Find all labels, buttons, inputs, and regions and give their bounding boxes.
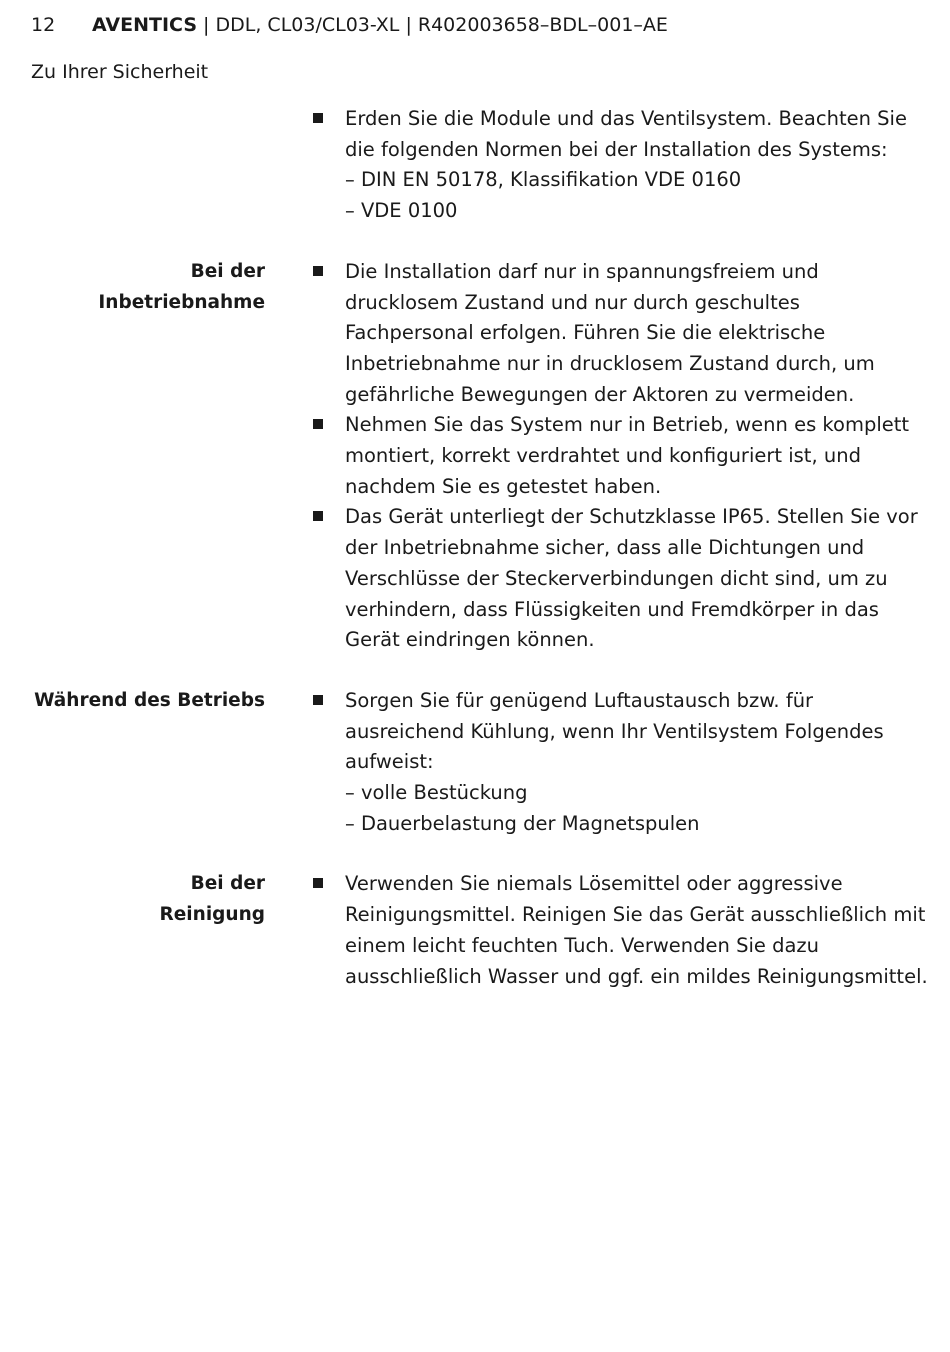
bullet-text-line: einem leicht feuchten Tuch. Verwenden Sie dazu xyxy=(345,933,819,957)
page-number: 12 xyxy=(31,14,56,36)
bullet-text-line: Sorgen Sie für genügend Luftaustausch bzw. für xyxy=(345,688,814,712)
bullet-list xyxy=(313,257,950,656)
bullet-text-line: montiert, korrekt verdrahtet und konfiguriert ist, und xyxy=(345,444,861,468)
bullet-text-line: Reinigungsmittel. Reinigen Sie das Gerät ausschließlich mit xyxy=(345,903,926,927)
side-heading-line: Bei der xyxy=(190,873,265,895)
bullet-text-line: Verschlüsse der Steckerverbindungen dicht sind, um zu xyxy=(345,566,888,590)
brand-name: AVENTICS xyxy=(92,14,198,36)
side-heading xyxy=(25,869,265,930)
bullet-text-line: – VDE 0100 xyxy=(345,199,458,223)
header-separator: | xyxy=(197,14,216,36)
square-bullet-icon xyxy=(313,878,323,888)
bullet-text-line: – Dauerbelastung der Magnetspulen xyxy=(345,811,700,835)
side-heading xyxy=(25,257,265,318)
bullet-text-line: die folgenden Normen bei der Installation des Systems: xyxy=(345,137,888,161)
bullet-text-line: gefährliche Bewegungen der Aktoren zu vermeiden. xyxy=(345,382,855,406)
square-bullet-icon xyxy=(313,266,323,276)
bullet-item xyxy=(313,686,950,840)
safety-block xyxy=(0,869,950,992)
page-header xyxy=(31,12,668,38)
side-heading-line: Bei der Inbetriebnahme xyxy=(98,260,265,313)
bullet-list xyxy=(313,869,950,992)
bullet-text-line: ausschließlich Wasser und ggf. ein mildes Reinigungsmittel. xyxy=(345,964,928,988)
bullet-item xyxy=(313,257,950,411)
bullet-text-line: – DIN EN 50178, Klassifikation VDE 0160 xyxy=(345,168,742,192)
safety-content xyxy=(0,104,950,1022)
bullet-text-line: Die Installation darf nur in spannungsfreiem und xyxy=(345,259,819,283)
safety-block xyxy=(0,104,950,227)
bullet-item xyxy=(313,869,950,992)
square-bullet-icon xyxy=(313,113,323,123)
bullet-text-line: Verwenden Sie niemals Lösemittel oder aggressive xyxy=(345,872,843,896)
square-bullet-icon xyxy=(313,695,323,705)
document-id: R402003658–BDL–001–AE xyxy=(417,14,668,36)
bullet-text-line: verhindern, dass Flüssigkeiten und Fremdkörper in das xyxy=(345,597,879,621)
bullet-text-line: Gerät eindringen können. xyxy=(345,628,595,652)
bullet-text-line: nachdem Sie es getestet haben. xyxy=(345,474,662,498)
bullet-text-line: aufweist: xyxy=(345,750,434,774)
bullet-text-line: – volle Bestückung xyxy=(345,781,528,805)
square-bullet-icon xyxy=(313,511,323,521)
bullet-text-line: Inbetriebnahme nur in drucklosem Zustand durch, um xyxy=(345,351,875,375)
bullet-text-line: Fachpersonal erfolgen. Führen Sie die elektrische xyxy=(345,321,826,345)
side-heading-line: Reinigung xyxy=(159,904,265,926)
product-name: DDL, CL03/CL03-XL xyxy=(215,14,400,36)
header-separator: | xyxy=(399,14,418,36)
section-title: Zu Ihrer Sicherheit xyxy=(31,61,209,83)
bullet-list xyxy=(313,686,950,840)
bullet-text-line: der Inbetriebnahme sicher, dass alle Dichtungen und xyxy=(345,536,865,560)
square-bullet-icon xyxy=(313,419,323,429)
bullet-text-line: Erden Sie die Module und das Ventilsystem. Beachten Sie xyxy=(345,107,907,130)
side-heading xyxy=(25,686,265,717)
safety-block xyxy=(0,686,950,840)
side-heading-line: Während des Betriebs xyxy=(34,689,265,711)
bullet-text-line: Nehmen Sie das System nur in Betrieb, wenn es komplett xyxy=(345,413,910,437)
bullet-item xyxy=(313,502,950,656)
bullet-text-line: ausreichend Kühlung, wenn Ihr Ventilsystem Folgendes xyxy=(345,719,884,743)
bullet-item xyxy=(313,410,950,502)
bullet-text-line: drucklosem Zustand und nur durch geschultes xyxy=(345,290,800,314)
bullet-text-line: Das Gerät unterliegt der Schutzklasse IP65. Stellen Sie vor xyxy=(345,505,918,529)
safety-block xyxy=(0,257,950,656)
bullet-item xyxy=(313,104,950,227)
bullet-list xyxy=(313,104,950,227)
